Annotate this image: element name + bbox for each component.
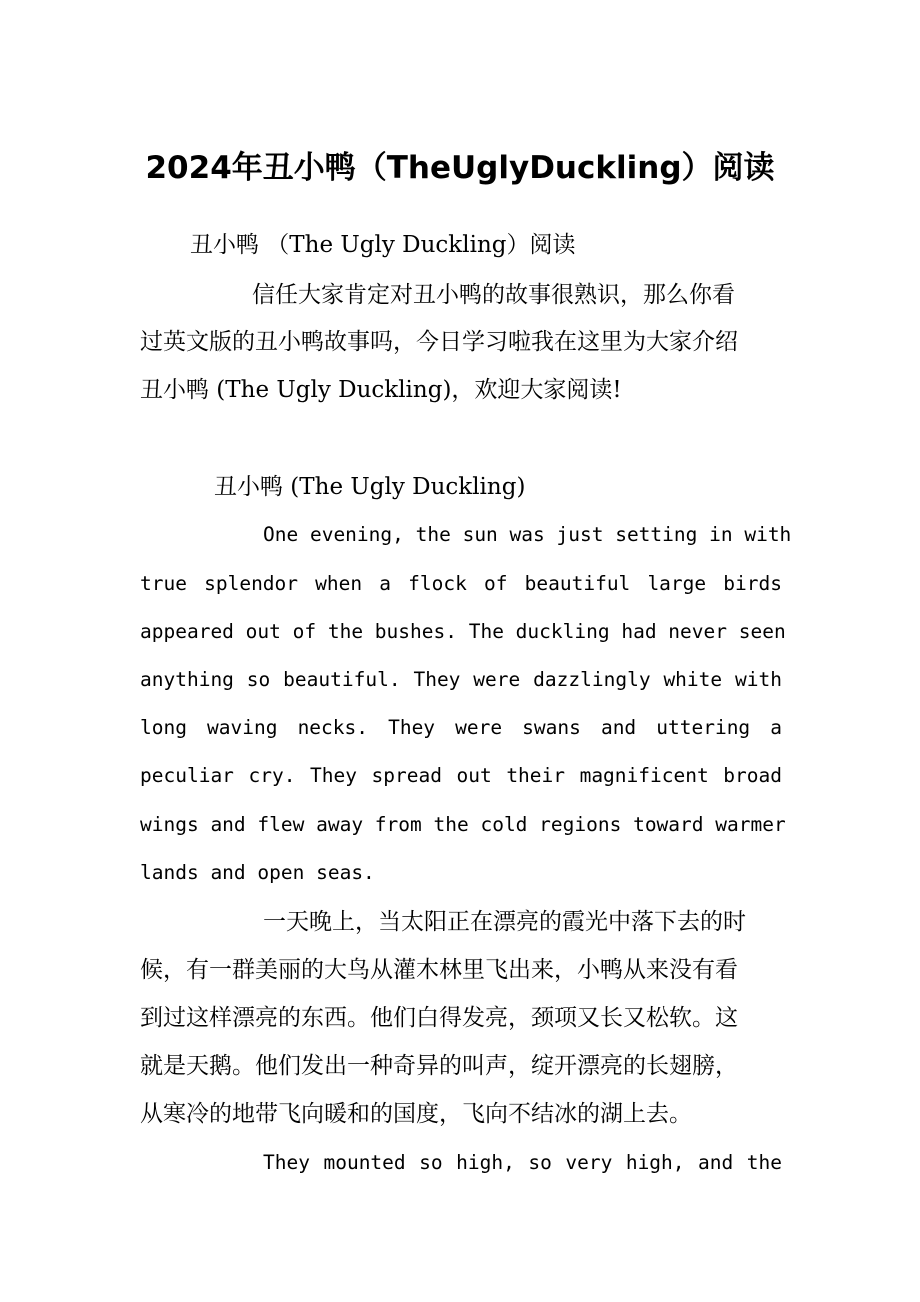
subtitle-line: 丑小鸭 （The Ugly Duckling）阅读 <box>190 232 576 258</box>
section-heading: 丑小鸭 (The Ugly Duckling) <box>214 474 526 500</box>
intro-line-1: 信任大家肯定对丑小鸭的故事很熟识，那么你看 <box>252 282 735 308</box>
intro-line-2: 过英文版的丑小鸭故事吗，今日学习啦我在这里为大家介绍 <box>140 329 738 355</box>
english-paragraph-line-3: appeared out of the bushes. The duckling had never seen <box>140 620 786 643</box>
english-paragraph-line-5: long waving necks. They were swans and uttering a <box>140 716 782 739</box>
chinese-paragraph-line-3: 到过这样漂亮的东西。他们白得发亮，颈项又长又松软。这 <box>140 1005 738 1031</box>
chinese-paragraph-line-4: 就是天鹅。他们发出一种奇异的叫声，绽开漂亮的长翅膀， <box>140 1053 738 1079</box>
chinese-paragraph-line-2: 候，有一群美丽的大鸟从灌木林里飞出来，小鸭从来没有看 <box>140 957 738 983</box>
english-paragraph-2-line-1: They mounted so high, so very high, and the <box>263 1151 782 1174</box>
chinese-paragraph-line-5: 从寒冷的地带飞向暖和的国度，飞向不结冰的湖上去。 <box>140 1101 692 1127</box>
document-title: 2024年丑小鸭（TheUglyDuckling）阅读 <box>145 150 775 186</box>
english-paragraph-line-8: lands and open seas. <box>140 861 375 884</box>
english-paragraph-line-1: One evening, the sun was just setting in with <box>263 523 792 546</box>
english-paragraph-line-7: wings and flew away from the cold regions toward warmer <box>140 813 786 836</box>
english-paragraph-line-4: anything so beautiful. They were dazzlingly white with <box>140 668 782 691</box>
english-paragraph-line-6: peculiar cry. They spread out their magnificent broad <box>140 764 782 787</box>
intro-line-3: 丑小鸭 (The Ugly Duckling)，欢迎大家阅读! <box>140 377 622 403</box>
chinese-paragraph-line-1: 一天晚上，当太阳正在漂亮的霞光中落下去的时 <box>263 909 746 935</box>
english-paragraph-line-2: true splendor when a flock of beautiful large birds <box>140 572 782 595</box>
